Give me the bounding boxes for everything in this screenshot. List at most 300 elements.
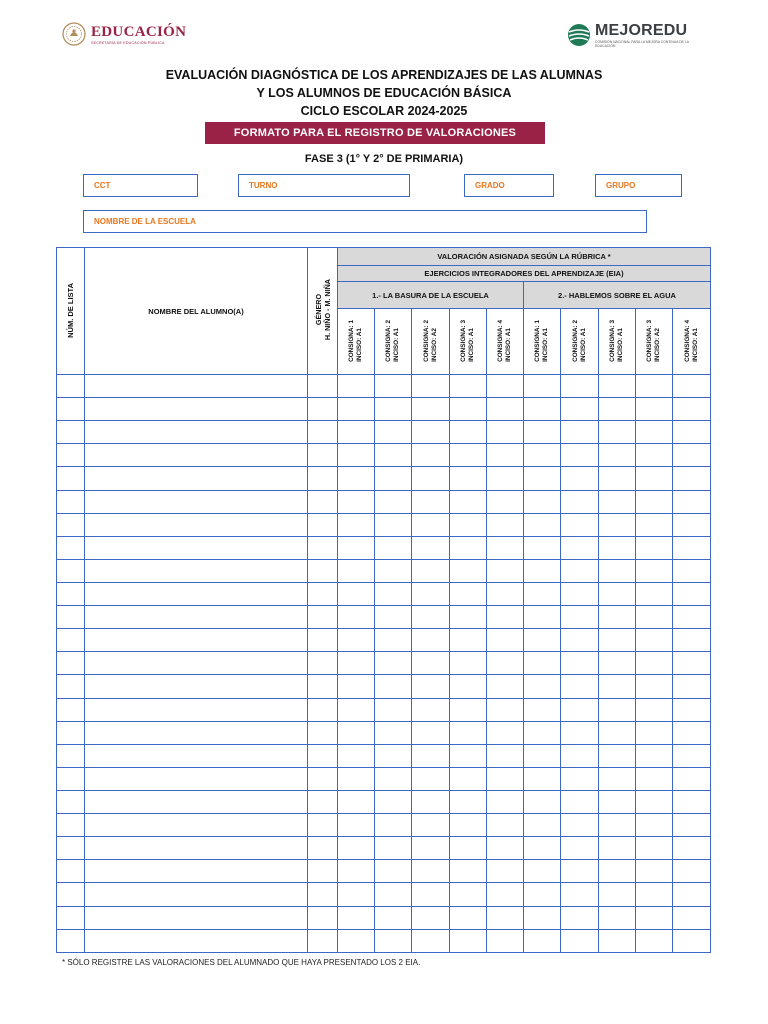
score-cell[interactable] xyxy=(450,444,487,467)
score-cell[interactable] xyxy=(412,790,450,813)
student-name-cell[interactable] xyxy=(85,790,308,813)
score-cell[interactable] xyxy=(524,698,561,721)
score-cell[interactable] xyxy=(338,444,375,467)
list-number-cell[interactable] xyxy=(57,467,85,490)
score-cell[interactable] xyxy=(599,490,636,513)
score-cell[interactable] xyxy=(561,652,599,675)
list-number-cell[interactable] xyxy=(57,444,85,467)
score-cell[interactable] xyxy=(450,860,487,883)
student-name-cell[interactable] xyxy=(85,398,308,421)
score-cell[interactable] xyxy=(375,929,412,952)
score-cell[interactable] xyxy=(412,421,450,444)
score-cell[interactable] xyxy=(487,721,524,744)
score-cell[interactable] xyxy=(561,444,599,467)
list-number-cell[interactable] xyxy=(57,929,85,952)
gender-cell[interactable] xyxy=(308,767,338,790)
score-cell[interactable] xyxy=(375,467,412,490)
list-number-cell[interactable] xyxy=(57,675,85,698)
score-cell[interactable] xyxy=(561,582,599,605)
grupo-field[interactable] xyxy=(595,174,682,197)
score-cell[interactable] xyxy=(375,559,412,582)
score-cell[interactable] xyxy=(636,513,673,536)
score-cell[interactable] xyxy=(487,536,524,559)
score-cell[interactable] xyxy=(450,398,487,421)
score-cell[interactable] xyxy=(375,513,412,536)
student-name-cell[interactable] xyxy=(85,721,308,744)
score-cell[interactable] xyxy=(673,744,711,767)
score-cell[interactable] xyxy=(673,375,711,398)
score-cell[interactable] xyxy=(338,860,375,883)
gender-cell[interactable] xyxy=(308,536,338,559)
score-cell[interactable] xyxy=(375,444,412,467)
list-number-cell[interactable] xyxy=(57,559,85,582)
score-cell[interactable] xyxy=(412,814,450,837)
score-cell[interactable] xyxy=(599,698,636,721)
score-cell[interactable] xyxy=(673,790,711,813)
score-cell[interactable] xyxy=(412,398,450,421)
score-cell[interactable] xyxy=(673,929,711,952)
score-cell[interactable] xyxy=(338,629,375,652)
student-name-cell[interactable] xyxy=(85,606,308,629)
score-cell[interactable] xyxy=(375,536,412,559)
score-cell[interactable] xyxy=(524,467,561,490)
score-cell[interactable] xyxy=(375,883,412,906)
school-name-field[interactable] xyxy=(83,210,647,233)
score-cell[interactable] xyxy=(524,536,561,559)
score-cell[interactable] xyxy=(412,606,450,629)
score-cell[interactable] xyxy=(599,398,636,421)
score-cell[interactable] xyxy=(561,814,599,837)
score-cell[interactable] xyxy=(636,536,673,559)
score-cell[interactable] xyxy=(375,906,412,929)
score-cell[interactable] xyxy=(636,444,673,467)
gender-cell[interactable] xyxy=(308,698,338,721)
score-cell[interactable] xyxy=(636,929,673,952)
score-cell[interactable] xyxy=(338,606,375,629)
score-cell[interactable] xyxy=(375,860,412,883)
score-cell[interactable] xyxy=(561,421,599,444)
score-cell[interactable] xyxy=(524,513,561,536)
gender-cell[interactable] xyxy=(308,906,338,929)
score-cell[interactable] xyxy=(561,721,599,744)
score-cell[interactable] xyxy=(524,790,561,813)
student-name-cell[interactable] xyxy=(85,675,308,698)
score-cell[interactable] xyxy=(487,744,524,767)
score-cell[interactable] xyxy=(412,629,450,652)
score-cell[interactable] xyxy=(673,721,711,744)
score-cell[interactable] xyxy=(524,929,561,952)
score-cell[interactable] xyxy=(412,767,450,790)
student-name-cell[interactable] xyxy=(85,467,308,490)
score-cell[interactable] xyxy=(450,698,487,721)
score-cell[interactable] xyxy=(599,837,636,860)
gender-cell[interactable] xyxy=(308,837,338,860)
score-cell[interactable] xyxy=(487,606,524,629)
score-cell[interactable] xyxy=(599,860,636,883)
score-cell[interactable] xyxy=(412,652,450,675)
score-cell[interactable] xyxy=(487,582,524,605)
score-cell[interactable] xyxy=(487,860,524,883)
student-name-cell[interactable] xyxy=(85,582,308,605)
score-cell[interactable] xyxy=(450,536,487,559)
score-cell[interactable] xyxy=(487,652,524,675)
score-cell[interactable] xyxy=(487,490,524,513)
score-cell[interactable] xyxy=(636,421,673,444)
score-cell[interactable] xyxy=(338,883,375,906)
score-cell[interactable] xyxy=(338,375,375,398)
score-cell[interactable] xyxy=(673,906,711,929)
score-cell[interactable] xyxy=(375,675,412,698)
gender-cell[interactable] xyxy=(308,675,338,698)
score-cell[interactable] xyxy=(450,767,487,790)
score-cell[interactable] xyxy=(338,421,375,444)
score-cell[interactable] xyxy=(450,790,487,813)
score-cell[interactable] xyxy=(599,675,636,698)
score-cell[interactable] xyxy=(599,814,636,837)
score-cell[interactable] xyxy=(524,744,561,767)
score-cell[interactable] xyxy=(561,906,599,929)
gender-cell[interactable] xyxy=(308,652,338,675)
score-cell[interactable] xyxy=(561,767,599,790)
score-cell[interactable] xyxy=(412,490,450,513)
score-cell[interactable] xyxy=(599,906,636,929)
score-cell[interactable] xyxy=(375,744,412,767)
student-name-cell[interactable] xyxy=(85,421,308,444)
turno-field[interactable] xyxy=(238,174,410,197)
score-cell[interactable] xyxy=(338,652,375,675)
student-name-cell[interactable] xyxy=(85,929,308,952)
score-cell[interactable] xyxy=(487,629,524,652)
gender-cell[interactable] xyxy=(308,398,338,421)
score-cell[interactable] xyxy=(561,790,599,813)
score-cell[interactable] xyxy=(599,929,636,952)
score-cell[interactable] xyxy=(599,582,636,605)
list-number-cell[interactable] xyxy=(57,652,85,675)
student-name-cell[interactable] xyxy=(85,767,308,790)
score-cell[interactable] xyxy=(599,513,636,536)
score-cell[interactable] xyxy=(636,860,673,883)
gender-cell[interactable] xyxy=(308,421,338,444)
score-cell[interactable] xyxy=(599,790,636,813)
score-cell[interactable] xyxy=(412,906,450,929)
gender-cell[interactable] xyxy=(308,744,338,767)
score-cell[interactable] xyxy=(487,675,524,698)
score-cell[interactable] xyxy=(338,513,375,536)
score-cell[interactable] xyxy=(673,629,711,652)
score-cell[interactable] xyxy=(338,767,375,790)
score-cell[interactable] xyxy=(524,444,561,467)
score-cell[interactable] xyxy=(338,675,375,698)
student-name-cell[interactable] xyxy=(85,444,308,467)
score-cell[interactable] xyxy=(524,652,561,675)
gender-cell[interactable] xyxy=(308,467,338,490)
score-cell[interactable] xyxy=(561,490,599,513)
list-number-cell[interactable] xyxy=(57,906,85,929)
score-cell[interactable] xyxy=(561,837,599,860)
score-cell[interactable] xyxy=(338,398,375,421)
score-cell[interactable] xyxy=(673,883,711,906)
score-cell[interactable] xyxy=(636,490,673,513)
score-cell[interactable] xyxy=(412,744,450,767)
list-number-cell[interactable] xyxy=(57,883,85,906)
score-cell[interactable] xyxy=(673,582,711,605)
list-number-cell[interactable] xyxy=(57,606,85,629)
score-cell[interactable] xyxy=(561,606,599,629)
score-cell[interactable] xyxy=(636,790,673,813)
score-cell[interactable] xyxy=(487,790,524,813)
score-cell[interactable] xyxy=(636,837,673,860)
score-cell[interactable] xyxy=(673,536,711,559)
score-cell[interactable] xyxy=(338,744,375,767)
score-cell[interactable] xyxy=(487,929,524,952)
score-cell[interactable] xyxy=(561,375,599,398)
score-cell[interactable] xyxy=(636,606,673,629)
student-name-cell[interactable] xyxy=(85,559,308,582)
score-cell[interactable] xyxy=(561,467,599,490)
score-cell[interactable] xyxy=(524,421,561,444)
score-cell[interactable] xyxy=(636,629,673,652)
list-number-cell[interactable] xyxy=(57,421,85,444)
score-cell[interactable] xyxy=(599,629,636,652)
list-number-cell[interactable] xyxy=(57,790,85,813)
score-cell[interactable] xyxy=(375,767,412,790)
score-cell[interactable] xyxy=(561,744,599,767)
score-cell[interactable] xyxy=(375,490,412,513)
score-cell[interactable] xyxy=(338,467,375,490)
score-cell[interactable] xyxy=(636,467,673,490)
list-number-cell[interactable] xyxy=(57,860,85,883)
gender-cell[interactable] xyxy=(308,513,338,536)
list-number-cell[interactable] xyxy=(57,490,85,513)
student-name-cell[interactable] xyxy=(85,375,308,398)
gender-cell[interactable] xyxy=(308,721,338,744)
score-cell[interactable] xyxy=(450,744,487,767)
score-cell[interactable] xyxy=(636,814,673,837)
score-cell[interactable] xyxy=(450,559,487,582)
score-cell[interactable] xyxy=(599,559,636,582)
score-cell[interactable] xyxy=(524,906,561,929)
score-cell[interactable] xyxy=(338,559,375,582)
gender-cell[interactable] xyxy=(308,929,338,952)
score-cell[interactable] xyxy=(636,906,673,929)
score-cell[interactable] xyxy=(450,837,487,860)
score-cell[interactable] xyxy=(450,929,487,952)
score-cell[interactable] xyxy=(673,467,711,490)
score-cell[interactable] xyxy=(561,929,599,952)
score-cell[interactable] xyxy=(524,837,561,860)
score-cell[interactable] xyxy=(450,675,487,698)
score-cell[interactable] xyxy=(450,906,487,929)
score-cell[interactable] xyxy=(487,467,524,490)
score-cell[interactable] xyxy=(487,837,524,860)
score-cell[interactable] xyxy=(673,675,711,698)
score-cell[interactable] xyxy=(338,490,375,513)
score-cell[interactable] xyxy=(673,606,711,629)
list-number-cell[interactable] xyxy=(57,744,85,767)
score-cell[interactable] xyxy=(487,513,524,536)
score-cell[interactable] xyxy=(561,536,599,559)
student-name-cell[interactable] xyxy=(85,652,308,675)
student-name-cell[interactable] xyxy=(85,536,308,559)
score-cell[interactable] xyxy=(450,490,487,513)
gender-cell[interactable] xyxy=(308,559,338,582)
score-cell[interactable] xyxy=(338,698,375,721)
score-cell[interactable] xyxy=(599,467,636,490)
gender-cell[interactable] xyxy=(308,375,338,398)
score-cell[interactable] xyxy=(375,652,412,675)
score-cell[interactable] xyxy=(338,536,375,559)
score-cell[interactable] xyxy=(561,513,599,536)
score-cell[interactable] xyxy=(412,929,450,952)
student-name-cell[interactable] xyxy=(85,490,308,513)
list-number-cell[interactable] xyxy=(57,698,85,721)
score-cell[interactable] xyxy=(450,467,487,490)
score-cell[interactable] xyxy=(338,582,375,605)
score-cell[interactable] xyxy=(412,883,450,906)
score-cell[interactable] xyxy=(450,513,487,536)
score-cell[interactable] xyxy=(375,721,412,744)
score-cell[interactable] xyxy=(524,814,561,837)
score-cell[interactable] xyxy=(636,883,673,906)
score-cell[interactable] xyxy=(450,652,487,675)
score-cell[interactable] xyxy=(636,744,673,767)
score-cell[interactable] xyxy=(599,883,636,906)
list-number-cell[interactable] xyxy=(57,837,85,860)
score-cell[interactable] xyxy=(636,721,673,744)
score-cell[interactable] xyxy=(487,559,524,582)
list-number-cell[interactable] xyxy=(57,582,85,605)
score-cell[interactable] xyxy=(673,559,711,582)
score-cell[interactable] xyxy=(450,721,487,744)
score-cell[interactable] xyxy=(599,375,636,398)
student-name-cell[interactable] xyxy=(85,814,308,837)
score-cell[interactable] xyxy=(412,559,450,582)
score-cell[interactable] xyxy=(561,629,599,652)
gender-cell[interactable] xyxy=(308,860,338,883)
score-cell[interactable] xyxy=(636,767,673,790)
score-cell[interactable] xyxy=(450,421,487,444)
score-cell[interactable] xyxy=(487,698,524,721)
score-cell[interactable] xyxy=(412,721,450,744)
list-number-cell[interactable] xyxy=(57,513,85,536)
score-cell[interactable] xyxy=(375,582,412,605)
score-cell[interactable] xyxy=(673,513,711,536)
student-name-cell[interactable] xyxy=(85,744,308,767)
score-cell[interactable] xyxy=(673,860,711,883)
score-cell[interactable] xyxy=(412,675,450,698)
score-cell[interactable] xyxy=(412,536,450,559)
gender-cell[interactable] xyxy=(308,606,338,629)
score-cell[interactable] xyxy=(524,883,561,906)
score-cell[interactable] xyxy=(524,767,561,790)
score-cell[interactable] xyxy=(524,629,561,652)
score-cell[interactable] xyxy=(450,606,487,629)
score-cell[interactable] xyxy=(450,883,487,906)
score-cell[interactable] xyxy=(636,559,673,582)
list-number-cell[interactable] xyxy=(57,767,85,790)
score-cell[interactable] xyxy=(487,883,524,906)
score-cell[interactable] xyxy=(599,767,636,790)
score-cell[interactable] xyxy=(487,398,524,421)
score-cell[interactable] xyxy=(524,559,561,582)
score-cell[interactable] xyxy=(450,629,487,652)
list-number-cell[interactable] xyxy=(57,629,85,652)
score-cell[interactable] xyxy=(375,398,412,421)
list-number-cell[interactable] xyxy=(57,814,85,837)
list-number-cell[interactable] xyxy=(57,536,85,559)
score-cell[interactable] xyxy=(561,860,599,883)
score-cell[interactable] xyxy=(412,837,450,860)
score-cell[interactable] xyxy=(375,606,412,629)
score-cell[interactable] xyxy=(524,490,561,513)
student-name-cell[interactable] xyxy=(85,906,308,929)
score-cell[interactable] xyxy=(412,582,450,605)
score-cell[interactable] xyxy=(561,675,599,698)
score-cell[interactable] xyxy=(561,398,599,421)
score-cell[interactable] xyxy=(673,444,711,467)
score-cell[interactable] xyxy=(636,698,673,721)
score-cell[interactable] xyxy=(524,398,561,421)
score-cell[interactable] xyxy=(524,606,561,629)
score-cell[interactable] xyxy=(487,767,524,790)
gender-cell[interactable] xyxy=(308,444,338,467)
student-name-cell[interactable] xyxy=(85,513,308,536)
score-cell[interactable] xyxy=(599,721,636,744)
gender-cell[interactable] xyxy=(308,814,338,837)
score-cell[interactable] xyxy=(450,814,487,837)
score-cell[interactable] xyxy=(412,444,450,467)
score-cell[interactable] xyxy=(561,698,599,721)
score-cell[interactable] xyxy=(375,698,412,721)
student-name-cell[interactable] xyxy=(85,883,308,906)
score-cell[interactable] xyxy=(412,375,450,398)
score-cell[interactable] xyxy=(338,837,375,860)
score-cell[interactable] xyxy=(487,444,524,467)
score-cell[interactable] xyxy=(636,398,673,421)
score-cell[interactable] xyxy=(673,652,711,675)
student-name-cell[interactable] xyxy=(85,837,308,860)
cct-field[interactable] xyxy=(83,174,198,197)
score-cell[interactable] xyxy=(524,721,561,744)
score-cell[interactable] xyxy=(412,698,450,721)
score-cell[interactable] xyxy=(375,629,412,652)
score-cell[interactable] xyxy=(487,814,524,837)
score-cell[interactable] xyxy=(673,398,711,421)
score-cell[interactable] xyxy=(524,675,561,698)
gender-cell[interactable] xyxy=(308,629,338,652)
gender-cell[interactable] xyxy=(308,490,338,513)
score-cell[interactable] xyxy=(375,790,412,813)
score-cell[interactable] xyxy=(524,860,561,883)
score-cell[interactable] xyxy=(338,906,375,929)
score-cell[interactable] xyxy=(599,536,636,559)
score-cell[interactable] xyxy=(450,375,487,398)
score-cell[interactable] xyxy=(599,421,636,444)
score-cell[interactable] xyxy=(673,814,711,837)
gender-cell[interactable] xyxy=(308,790,338,813)
student-name-cell[interactable] xyxy=(85,698,308,721)
gender-cell[interactable] xyxy=(308,883,338,906)
score-cell[interactable] xyxy=(599,606,636,629)
score-cell[interactable] xyxy=(636,582,673,605)
score-cell[interactable] xyxy=(338,814,375,837)
score-cell[interactable] xyxy=(412,513,450,536)
score-cell[interactable] xyxy=(599,444,636,467)
score-cell[interactable] xyxy=(599,744,636,767)
score-cell[interactable] xyxy=(636,675,673,698)
score-cell[interactable] xyxy=(375,421,412,444)
student-name-cell[interactable] xyxy=(85,629,308,652)
